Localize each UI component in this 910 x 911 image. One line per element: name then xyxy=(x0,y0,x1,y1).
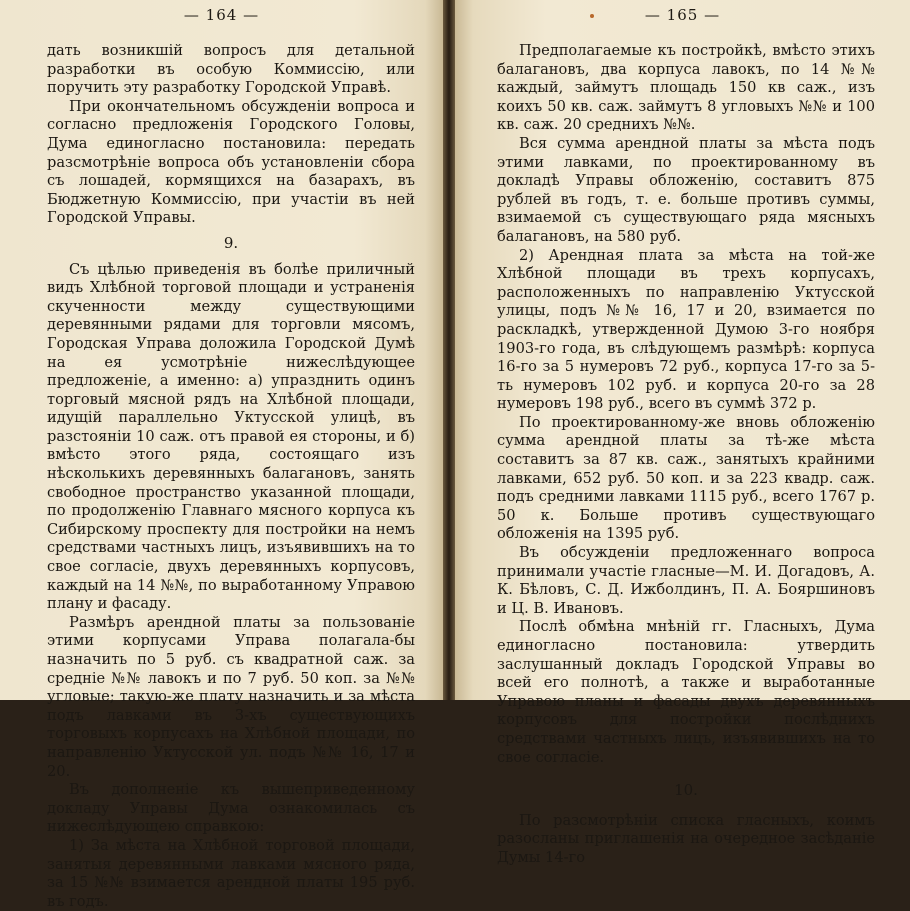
paragraph: Размѣръ арендной платы за пользованіе этими корпусами Управа полагала-бы назначить по 5 руб. съ квадратной саж. за средніе №№ лавокъ и по 7 руб. 50 коп. за №№ угловые; такую-же плату назначить и за мѣста подъ лавками въ 3-хъ существующихъ торговыхъ корпусахъ на Хлѣбной площади, по направленію Уктусской ул. подъ №№ 16, 17 и 20. xyxy=(47,613,415,780)
paragraph: 2) Арендная плата за мѣста на той-же Хлѣбной площади въ трехъ корпусахъ, расположенныхъ по направленію Уктусской улицы, подъ №№ 16, 17 и 20, взимается по раскладкѣ, утвержденной Думою 3-го ноября 1903-го года, въ слѣдующемъ размѣрѣ: корпуса 16-го за 5 нумеровъ 72 руб., корпуса 17-го за 5-ть нумеровъ 102 руб. и корпуса 20-го за 28 нумеровъ 198 руб., всего въ суммѣ 372 р. xyxy=(497,246,875,413)
section-number: 10. xyxy=(674,781,698,800)
paragraph: Съ цѣлью приведенія въ болѣе приличный видъ Хлѣбной торговой площади и устраненія скученности между существующими деревянными рядами для торговли мясомъ, Городская Управа доложила Городской Думѣ на ея усмотрѣніе нижеслѣдующее предложеніе, а именно: а) упразднить одинъ торговый мясной рядъ на Хлѣбной площади, идущій параллельно Уктусской улицѣ, въ разстояніи 10 саж. отъ правой ея стороны, и б) вмѣсто этого ряда, состоящаго изъ нѣсколькихъ деревянныхъ балагановъ, занять свободное пространство указанной площади, по продолженію Главнаго мясного корпуса къ Сибирскому проспекту для постройки на немъ средствами частныхъ лицъ, изъявившихъ на то свое согласіе, двухъ деревянныхъ корпусовъ, каждый на 14 №№, по выработанному Управою плану и фасаду. xyxy=(47,260,415,613)
section-number: 9. xyxy=(223,233,239,252)
paragraph: По разсмотрѣніи списка гласныхъ, коимъ разосланы приглашенія на очередное засѣданіе Думы 14-го xyxy=(497,811,875,866)
page-number-right: — 165 — xyxy=(644,6,721,24)
paragraph: дать возникшій вопросъ для детальной разработки въ особую Коммиссію, или поручить эту разработку Городской Управѣ. xyxy=(47,42,415,97)
paragraph: При окончательномъ обсужденіи вопроса и согласно предложенія Городского Головы, Дума единогласно постановила: передать разсмотрѣніе вопроса объ установленіи сбора съ лошадей, кормящихся на базарахъ, въ Бюджетную Коммиссію, при участіи въ ней Городской Управы. xyxy=(47,97,415,227)
book-gutter xyxy=(443,0,455,700)
paragraph: Вся сумма арендной платы за мѣста подъ этими лавками, по проектированному въ докладѣ Управы обложенію, составитъ 875 рублей въ годъ, т. е. больше противъ суммы, взимаемой съ существующаго ряда мясныхъ балагановъ, на 580 руб. xyxy=(497,134,875,245)
paragraph: 1) За мѣста на Хлѣбной торговой площади, занятыя деревянными лавками мясного ряда, за 15 №№ взимается арендной платы 195 руб. въ годъ. xyxy=(47,836,415,910)
paragraph: По проектированному-же вновь обложенію сумма арендной платы за тѣ-же мѣста составитъ за 87 кв. саж., занятыхъ крайними лавками, 652 руб. 50 коп. и за 223 квадр. саж. подъ средними лавками 1115 руб., всего 1767 р. 50 к. Больше противъ существующаго обложенія на 1395 руб. xyxy=(497,413,875,543)
paragraph: Послѣ обмѣна мнѣній гг. Гласныхъ, Дума единогласно постановила: утвердить заслушанный докладъ Городской Управы во всей его полнотѣ, а также и выработанные Управою планы и фасады двухъ деревянныхъ корпусовъ для постройки послѣднихъ средствами частныхъ лицъ, изъявившихъ на то свое согласіе. xyxy=(497,618,875,766)
page-number-left: — 164 — xyxy=(183,6,260,24)
left-page-text xyxy=(47,42,415,911)
paragraph: Въ дополненіе къ вышеприведенному докладу Управы Дума ознакомилась съ нижеслѣдующею справкою: xyxy=(47,781,415,836)
right-page-text xyxy=(497,42,875,868)
paragraph: Предполагаемые къ постройкѣ, вмѣсто этихъ балагановъ, два корпуса лавокъ, по 14 №№ каждый, займутъ площадь 150 кв саж., изъ коихъ 50 кв. саж. займутъ 8 угловыхъ №№ и 100 кв. саж. 20 среднихъ №№. xyxy=(497,42,875,134)
paragraph: Въ обсужденіи предложеннаго вопроса принимали участіе гласные—М. И. Догадовъ, А. К. Бѣловъ, С. Д. Ижболдинъ, П. А. Бояршиновъ и Ц. В. Ивановъ. xyxy=(497,544,875,617)
left-page xyxy=(0,0,443,910)
right-page xyxy=(455,0,910,866)
